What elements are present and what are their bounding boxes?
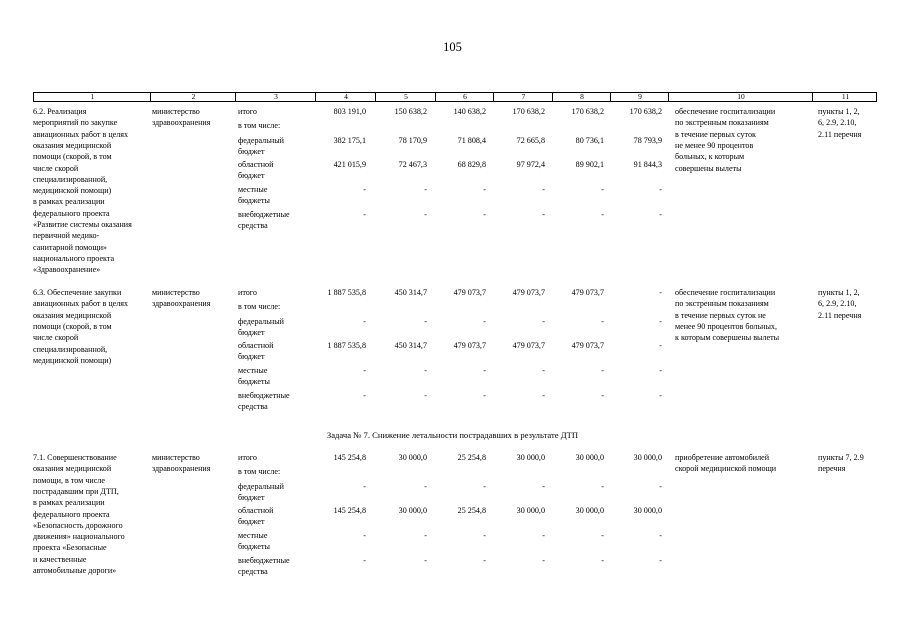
value-total: 25 254,8 <box>457 453 486 462</box>
subrow-label-total: итого <box>238 453 257 462</box>
value-local: - <box>424 531 427 540</box>
executor: здравоохранения <box>152 464 211 474</box>
subrow-label-local: местные <box>238 185 268 194</box>
value-regional: - <box>659 341 662 350</box>
subrow-label-extra: внебюджетные <box>238 391 290 400</box>
subrow-label-regional: бюджет <box>238 352 265 362</box>
value-regional: 72 467,3 <box>398 160 427 169</box>
value-federal: - <box>363 317 366 326</box>
value-local: - <box>363 366 366 375</box>
value-regional: 25 254,8 <box>457 506 486 515</box>
list-points: пункты 1, 2, <box>818 107 860 116</box>
value-total: - <box>659 288 662 297</box>
value-local: - <box>363 531 366 540</box>
subrow-label-local: бюджеты <box>238 542 270 552</box>
value-total: 150 638,2 <box>394 107 427 116</box>
value-federal: 78 170,9 <box>398 136 427 145</box>
list-points: 6, 2.9, 2.10, <box>818 118 857 128</box>
header-col-divider <box>610 93 611 101</box>
measure-name: числе скорой <box>33 333 79 343</box>
value-regional: 450 314,7 <box>394 341 427 350</box>
header-col-number: 4 <box>344 92 348 101</box>
header-col-divider <box>375 93 376 101</box>
value-federal: - <box>424 482 427 491</box>
value-federal: - <box>483 482 486 491</box>
expected-result: по экстренным показаниям <box>675 118 769 128</box>
value-regional: 30 000,0 <box>398 506 427 515</box>
measure-name: санитарной помощи» <box>33 242 107 252</box>
measure-name: автомобильные дороги» <box>33 566 117 575</box>
value-extra: - <box>542 210 545 219</box>
value-local: - <box>483 531 486 540</box>
header-col-number: 11 <box>841 92 850 101</box>
value-local: - <box>542 366 545 375</box>
value-local: - <box>424 185 427 194</box>
measure-name: проекта «Безопасные <box>33 543 107 553</box>
value-local: - <box>424 366 427 375</box>
value-federal: 78 793,9 <box>633 136 662 145</box>
subrow-label-local: бюджеты <box>238 196 270 206</box>
value-total: 170 638,2 <box>512 107 545 116</box>
value-regional: 68 829,8 <box>457 160 486 169</box>
value-regional: 479 073,7 <box>571 341 604 350</box>
measure-name: специализированной, <box>33 344 108 354</box>
value-local: - <box>659 366 662 375</box>
value-total: 140 638,2 <box>453 107 486 116</box>
value-extra: - <box>424 210 427 219</box>
subrow-label-extra: внебюджетные <box>238 556 290 565</box>
measure-name: 6.3. Обеспечение закупки <box>33 288 122 297</box>
subrow-label-federal: бюджет <box>238 147 265 157</box>
value-local: - <box>659 185 662 194</box>
value-regional: 89 902,1 <box>575 160 604 169</box>
value-federal: - <box>659 317 662 326</box>
value-total: 30 000,0 <box>633 453 662 462</box>
header-col-divider <box>812 93 813 101</box>
measure-name: федерального проекта <box>33 509 110 519</box>
value-regional: 30 000,0 <box>633 506 662 515</box>
value-regional: 91 844,3 <box>633 160 662 169</box>
executor: здравоохранения <box>152 299 211 309</box>
value-federal: 80 736,1 <box>575 136 604 145</box>
measure-name: авиационных работ в целях <box>33 299 129 309</box>
expected-result: больных, к которым <box>675 152 745 162</box>
value-total: 30 000,0 <box>516 453 545 462</box>
measure-name: оказания медицинской <box>33 140 112 150</box>
header-col-divider <box>552 93 553 101</box>
expected-result: не менее 90 процентов <box>675 140 754 150</box>
executor: министерство <box>152 107 200 116</box>
value-federal: - <box>424 317 427 326</box>
page-number: 105 <box>443 40 462 54</box>
value-local: - <box>542 185 545 194</box>
value-total: 803 191,0 <box>333 107 366 116</box>
subrow-label-local: бюджеты <box>238 377 270 387</box>
subrow-label-local: местные <box>238 531 268 540</box>
value-extra: - <box>424 391 427 400</box>
value-total: 30 000,0 <box>575 453 604 462</box>
value-extra: - <box>659 391 662 400</box>
list-points: пункты 1, 2, <box>818 288 860 297</box>
subrow-label-federal: бюджет <box>238 328 265 338</box>
header-col-divider <box>150 93 151 101</box>
measure-name: пострадавшим при ДТП, <box>33 486 119 496</box>
value-total: 479 073,7 <box>453 288 486 297</box>
value-regional: 1 887 535,8 <box>327 341 366 350</box>
measure-name: «Здравоохранение» <box>33 265 101 275</box>
value-local: - <box>601 366 604 375</box>
value-total: 479 073,7 <box>571 288 604 297</box>
value-extra: - <box>601 391 604 400</box>
subrow-label-local: местные <box>238 366 268 375</box>
subrow-label-extra: средства <box>238 221 268 231</box>
subrow-label-regional: областной <box>238 341 274 350</box>
subrow-label-incl: в том числе: <box>238 121 281 130</box>
expected-result: обеспечение госпитализации <box>675 288 776 297</box>
measure-name: федерального проекта <box>33 208 110 218</box>
header-col-number: 8 <box>580 92 584 101</box>
header-col-divider <box>668 93 669 101</box>
value-federal: - <box>601 482 604 491</box>
value-federal: - <box>542 317 545 326</box>
subrow-label-regional: бюджет <box>238 517 265 527</box>
header-col-divider <box>315 93 316 101</box>
expected-result: менее 90 процентов больных, <box>675 321 778 331</box>
table-header-row <box>33 92 877 102</box>
measure-name: медицинской помощи) <box>33 186 112 196</box>
measure-name: помощи (скорой, в том <box>33 321 112 331</box>
value-total: 30 000,0 <box>398 453 427 462</box>
subrow-label-regional: областной <box>238 160 274 169</box>
value-extra: - <box>363 556 366 565</box>
value-extra: - <box>363 391 366 400</box>
value-local: - <box>601 185 604 194</box>
measure-name: оказания медицинской <box>33 464 112 474</box>
value-federal: 71 808,4 <box>457 136 486 145</box>
header-col-number: 9 <box>638 92 642 101</box>
value-federal: 382 175,1 <box>333 136 366 145</box>
subrow-label-federal: бюджет <box>238 493 265 503</box>
subrow-label-federal: федеральный <box>238 482 284 491</box>
measure-name: первичной медико- <box>33 231 100 241</box>
measure-name: мероприятий по закупке <box>33 118 118 128</box>
subrow-label-total: итого <box>238 288 257 297</box>
value-extra: - <box>542 556 545 565</box>
measure-name: «Безопасность дорожного <box>33 520 123 530</box>
header-col-number: 1 <box>90 92 95 101</box>
measure-name: и качественные <box>33 554 87 564</box>
value-local: - <box>483 185 486 194</box>
value-regional: 421 015,9 <box>333 160 366 169</box>
measure-name: авиационных работ в целях <box>33 129 129 139</box>
measure-name: помощи, в том числе <box>33 475 105 485</box>
list-points: перечня <box>818 464 846 474</box>
value-regional: 30 000,0 <box>575 506 604 515</box>
value-local: - <box>483 366 486 375</box>
header-col-number: 5 <box>404 92 408 101</box>
executor: министерство <box>152 288 200 297</box>
value-extra: - <box>601 210 604 219</box>
value-total: 170 638,2 <box>571 107 604 116</box>
executor: министерство <box>152 453 200 462</box>
value-total: 145 254,8 <box>333 453 366 462</box>
subrow-label-extra: средства <box>238 402 268 412</box>
value-federal: - <box>483 317 486 326</box>
measure-name: национального проекта <box>33 253 115 263</box>
subrow-label-incl: в том числе: <box>238 467 281 476</box>
list-points: 6, 2.9, 2.10, <box>818 299 857 309</box>
measure-name: движения» национального <box>33 532 125 542</box>
expected-result: приобретение автомобилей <box>675 453 770 462</box>
measure-name: специализированной, <box>33 174 108 184</box>
header-col-divider <box>435 93 436 101</box>
expected-result: в течение первых суток <box>675 129 756 139</box>
list-points: пункты 7, 2.9 <box>818 453 864 462</box>
value-federal: 72 665,8 <box>516 136 545 145</box>
subrow-label-regional: бюджет <box>238 171 265 181</box>
value-total: 450 314,7 <box>394 288 427 297</box>
subrow-label-extra: средства <box>238 567 268 577</box>
value-regional: 30 000,0 <box>516 506 545 515</box>
value-federal: - <box>542 482 545 491</box>
value-extra: - <box>542 391 545 400</box>
value-extra: - <box>659 556 662 565</box>
expected-result: в течение первых суток не <box>675 310 766 320</box>
value-federal: - <box>659 482 662 491</box>
measure-name: оказания медицинской <box>33 310 112 320</box>
measure-name: 6.2. Реализация <box>33 107 87 116</box>
value-local: - <box>542 531 545 540</box>
measure-name: в рамках реализации <box>33 197 105 207</box>
measure-name: медицинской помощи) <box>33 355 112 365</box>
subrow-label-federal: федеральный <box>238 317 284 326</box>
value-total: 170 638,2 <box>629 107 662 116</box>
value-regional: 479 073,7 <box>512 341 545 350</box>
value-extra: - <box>363 210 366 219</box>
expected-result: скорой медицинской помощи <box>675 464 777 474</box>
measure-name: 7.1. Совершенствование <box>33 453 117 462</box>
measure-name: «Развитие системы оказания <box>33 220 132 229</box>
header-col-number: 6 <box>463 92 467 101</box>
value-extra: - <box>483 556 486 565</box>
value-extra: - <box>483 391 486 400</box>
value-regional: 145 254,8 <box>333 506 366 515</box>
header-col-number: 2 <box>191 92 196 101</box>
subrow-label-regional: областной <box>238 506 274 515</box>
expected-result: к которым совершены вылеты <box>675 333 780 343</box>
value-regional: 479 073,7 <box>453 341 486 350</box>
value-total: 479 073,7 <box>512 288 545 297</box>
executor: здравоохранения <box>152 118 211 128</box>
value-extra: - <box>601 556 604 565</box>
value-federal: - <box>363 482 366 491</box>
value-extra: - <box>483 210 486 219</box>
measure-name: в рамках реализации <box>33 498 105 508</box>
value-regional: 97 972,4 <box>516 160 545 169</box>
value-local: - <box>659 531 662 540</box>
header-col-divider <box>493 93 494 101</box>
value-extra: - <box>659 210 662 219</box>
expected-result: по экстренным показаниям <box>675 299 769 309</box>
subrow-label-extra: внебюджетные <box>238 210 290 219</box>
task-heading: Задача № 7. Снижение летальности пострадавших в результате ДТП <box>326 430 579 440</box>
measure-name: числе скорой <box>33 163 79 173</box>
header-col-number: 7 <box>521 92 526 101</box>
subrow-label-federal: федеральный <box>238 136 284 145</box>
value-local: - <box>363 185 366 194</box>
list-points: 2.11 перечня <box>818 310 862 320</box>
header-col-number: 10 <box>737 92 745 101</box>
expected-result: обеспечение госпитализации <box>675 107 776 116</box>
header-col-number: 3 <box>274 92 278 101</box>
value-local: - <box>601 531 604 540</box>
list-points: 2.11 перечня <box>818 129 862 139</box>
value-total: 1 887 535,8 <box>327 288 366 297</box>
value-federal: - <box>601 317 604 326</box>
subrow-label-total: итого <box>238 107 257 116</box>
subrow-label-incl: в том числе: <box>238 302 281 311</box>
measure-name: помощи (скорой, в том <box>33 152 112 162</box>
expected-result: совершены вылеты <box>675 163 742 173</box>
header-col-divider <box>235 93 236 101</box>
value-extra: - <box>424 556 427 565</box>
